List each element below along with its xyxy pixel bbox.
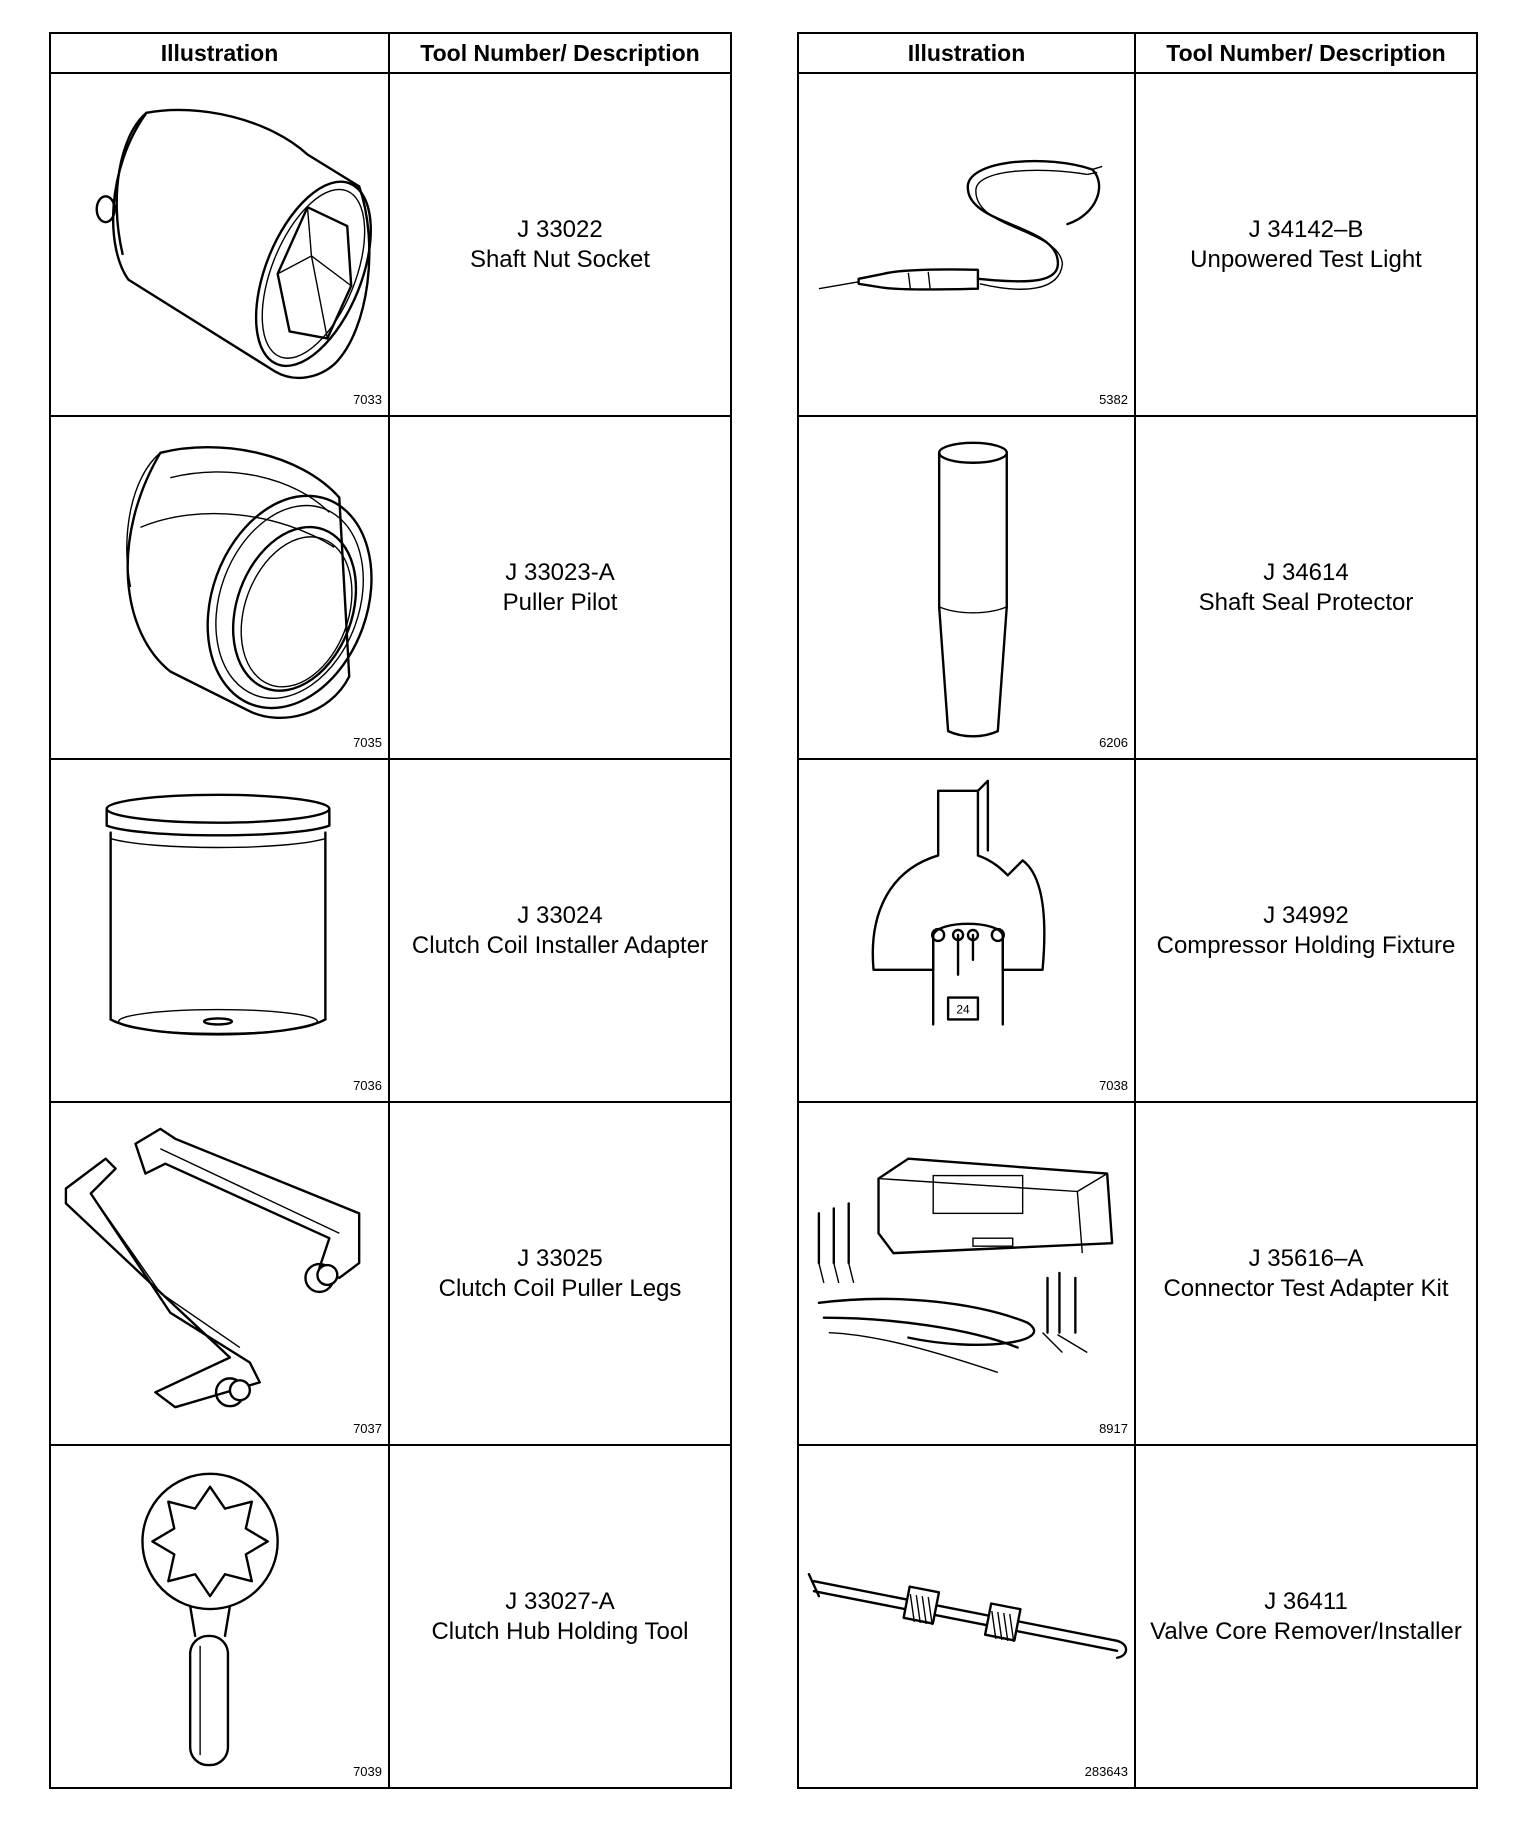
description-cell xyxy=(1135,73,1477,416)
table-row xyxy=(798,73,1477,416)
description-cell xyxy=(389,1445,731,1788)
illustration-cell xyxy=(50,1102,389,1445)
description-cell xyxy=(1135,1102,1477,1445)
description-cell xyxy=(389,1102,731,1445)
holding-fixture-icon xyxy=(799,760,1134,1101)
figure-number: 7033 xyxy=(353,392,382,407)
tool-number: J 33027-A xyxy=(505,1587,615,1615)
tool-number: J 35616–A xyxy=(1248,1244,1364,1272)
illustration-cell xyxy=(50,1445,389,1788)
tool-number: J 36411 xyxy=(1264,1587,1348,1615)
adapter-kit-icon xyxy=(799,1103,1134,1444)
illustration-cell xyxy=(798,73,1135,416)
tool-number: J 34614 xyxy=(1263,558,1349,586)
table-row xyxy=(798,416,1477,759)
shaft-nut-socket-icon xyxy=(51,74,388,415)
figure-number: 6206 xyxy=(1099,735,1128,750)
illustration-cell xyxy=(50,759,389,1102)
table-row xyxy=(50,416,731,759)
test-light-icon xyxy=(799,74,1134,415)
table-row xyxy=(798,1102,1477,1445)
tool-name: Clutch Hub Holding Tool xyxy=(431,1617,689,1645)
header-row xyxy=(798,33,1477,73)
header-illustration: Illustration xyxy=(50,33,389,73)
tool-name: Compressor Holding Fixture xyxy=(1156,931,1456,959)
tool-number: J 34992 xyxy=(1263,901,1349,929)
puller-pilot-icon xyxy=(51,417,388,758)
description-cell xyxy=(389,759,731,1102)
figure-number: 7035 xyxy=(353,735,382,750)
tool-number: J 33024 xyxy=(517,901,603,929)
header-tool-description: Tool Number/ Description xyxy=(389,33,731,73)
figure-number: 7038 xyxy=(1099,1078,1128,1093)
figure-number: 283643 xyxy=(1084,1764,1128,1779)
illustration-cell xyxy=(798,1445,1135,1788)
figure-number: 7036 xyxy=(353,1078,382,1093)
description-cell xyxy=(389,416,731,759)
header-tool-description: Tool Number/ Description xyxy=(1135,33,1477,73)
figure-number: 7037 xyxy=(353,1421,382,1436)
table-row xyxy=(50,73,731,416)
tool-number: J 33023-A xyxy=(505,558,615,586)
description-cell xyxy=(1135,416,1477,759)
tool-name: Clutch Coil Puller Legs xyxy=(438,1274,682,1302)
tool-name: Shaft Nut Socket xyxy=(469,245,651,273)
tool-table-right xyxy=(797,32,1478,1789)
tool-name: Connector Test Adapter Kit xyxy=(1163,1274,1449,1302)
illustration-cell xyxy=(50,73,389,416)
illustration-cell xyxy=(798,1102,1135,1445)
seal-protector-icon xyxy=(799,417,1134,758)
figure-number: 7039 xyxy=(353,1764,382,1779)
puller-legs-icon xyxy=(51,1103,388,1444)
illustration-cell xyxy=(798,416,1135,759)
description-cell xyxy=(1135,1445,1477,1788)
hub-holding-tool-icon xyxy=(51,1446,388,1787)
fixture-tag: 24 xyxy=(956,1002,970,1017)
table-row xyxy=(798,759,1477,1102)
tool-number: J 33022 xyxy=(517,215,603,243)
table-row xyxy=(50,759,731,1102)
illustration-cell xyxy=(798,759,1135,1102)
tool-name: Puller Pilot xyxy=(502,588,618,616)
tool-name: Shaft Seal Protector xyxy=(1198,588,1414,616)
table-row xyxy=(798,1445,1477,1788)
header-row xyxy=(50,33,731,73)
tool-number: J 34142–B xyxy=(1248,215,1364,243)
tool-name: Valve Core Remover/Installer xyxy=(1150,1617,1462,1645)
tool-number: J 33025 xyxy=(517,1244,603,1272)
figure-number: 8917 xyxy=(1099,1421,1128,1436)
table-row xyxy=(50,1102,731,1445)
description-cell xyxy=(1135,759,1477,1102)
installer-adapter-icon xyxy=(51,760,388,1101)
tool-table-left xyxy=(49,32,732,1789)
tool-name: Unpowered Test Light xyxy=(1190,245,1422,273)
valve-core-tool-icon xyxy=(799,1446,1134,1787)
illustration-cell xyxy=(50,416,389,759)
figure-number: 5382 xyxy=(1099,392,1128,407)
header-illustration: Illustration xyxy=(798,33,1135,73)
table-row xyxy=(50,1445,731,1788)
description-cell xyxy=(389,73,731,416)
tool-name: Clutch Coil Installer Adapter xyxy=(411,931,709,959)
